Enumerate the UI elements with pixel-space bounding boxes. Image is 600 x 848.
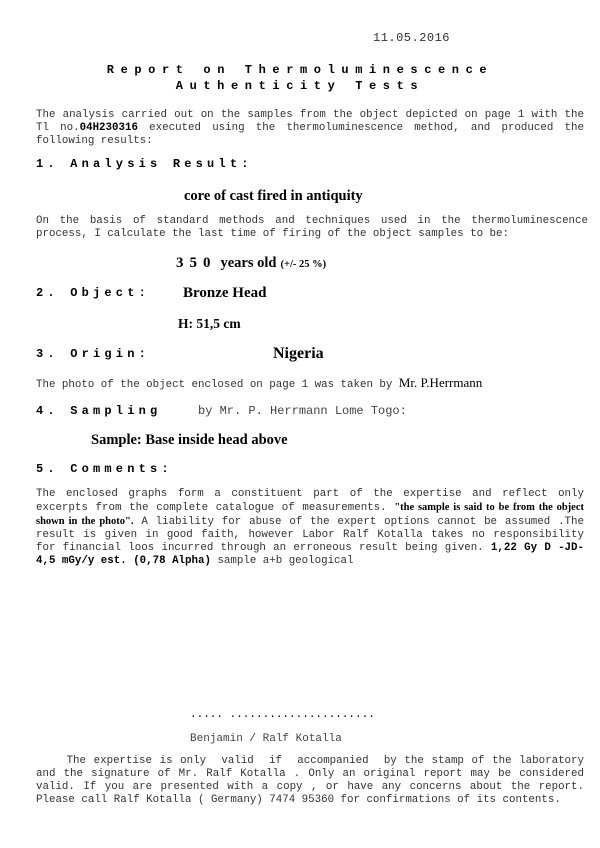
report-title: Report on Thermoluminescence (106, 63, 494, 77)
intro-text: The analysis carried out on the samples from the object depicted on page 1 with the Tl no. (36, 109, 584, 134)
footer-paragraph (36, 755, 591, 807)
section-1-heading: 1. Analysis Result: (36, 157, 253, 171)
photo-note-text: The photo of the object enclosed on page 1 was taken by (36, 379, 399, 391)
comments-quote: "the sample is said to be from the object shown in the photo". (36, 502, 584, 527)
analysis-result: core of cast fired in antiquity (184, 188, 363, 204)
signatory-names: Benjamin / Ralf Kotalla (190, 733, 342, 745)
origin-value: Nigeria (273, 345, 324, 362)
section-2-heading: 2. Object: (36, 286, 151, 300)
basis-paragraph (36, 215, 588, 241)
comments-text: The enclosed graphs form a constituent part of the expertise and reflect only excerpts from the complete catalogue of measurements. (36, 488, 584, 514)
basis-text: On the basis of standard methods and techniques used in the thermoluminescence process, I calculate the last time of firing of the object samples to be: (36, 215, 588, 240)
photo-note (36, 376, 482, 392)
intro-paragraph (36, 109, 584, 148)
report-subtitle: Authenticity Tests (175, 79, 425, 93)
tl-number: 04H230316 (79, 122, 138, 134)
sample-description: Sample: Base inside head above (91, 432, 288, 448)
measurement-values: 1,22 Gy D -JD- 4,5 mGy/y est. (0,78 Alpha) (36, 542, 584, 567)
age-unit: years old (220, 255, 277, 271)
comments-paragraph (36, 488, 584, 568)
object-height: H: 51,5 cm (178, 316, 241, 331)
age-value: 350 (176, 255, 217, 271)
signature-line: ..... ...................... (190, 709, 375, 721)
section-3-heading: 3. Origin: (36, 347, 151, 361)
section-5-heading: 5. Comments: (36, 462, 173, 476)
comments-tail: sample a+b geological (217, 555, 354, 567)
photographer: Mr. P.Herrmann (398, 375, 483, 390)
report-date: 11.05.2016 (373, 31, 451, 45)
section-4-heading: 4. Sampling (36, 404, 162, 418)
age-line (176, 254, 326, 272)
intro-text-end: executed using the thermoluminescence method, and produced the following results: (36, 122, 584, 147)
footer-text: The expertise is only valid if accompanied by the stamp of the laboratory and the signature of Mr. Ralf Kotalla . Only an original report may be considered valid. If you are presented with a copy , or have any concerns about the report. Please call Ralf Kotalla ( Germany) 7474 95360 for confirmations of its contents. (36, 755, 591, 806)
object-name: Bronze Head (183, 285, 267, 301)
age-tolerance: (+/- 25 %) (280, 259, 327, 270)
comments-liability: A liability for abuse of the expert options cannot be assumed .The result is given in good faith, however Labor Ralf Kotalla takes no responsibility for financial loos incurred through an erroneous result being given. (36, 516, 584, 554)
sampling-by: by Mr. P. Herrmann Lome Togo: (198, 404, 407, 418)
